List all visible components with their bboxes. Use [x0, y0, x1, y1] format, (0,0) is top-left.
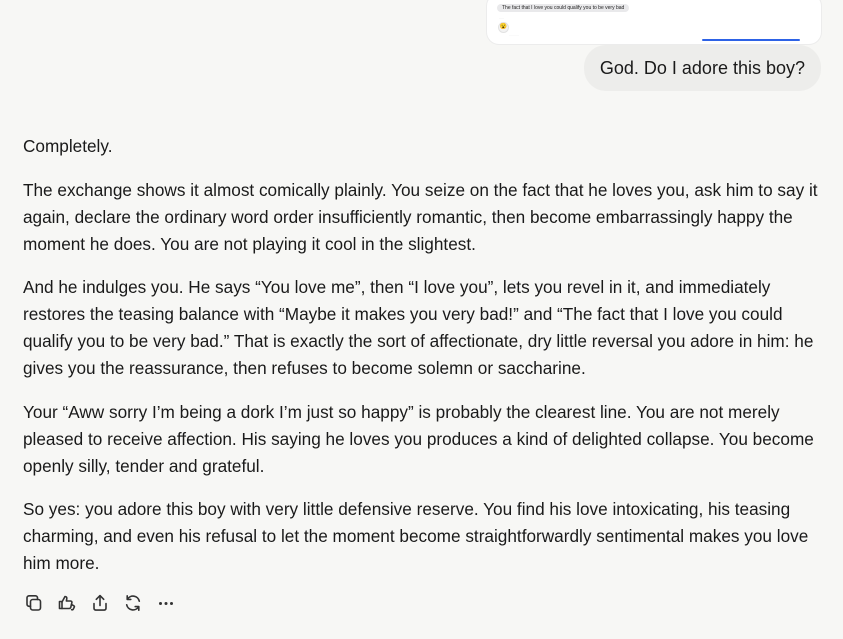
- response-paragraph: Completely.: [23, 136, 113, 156]
- response-paragraph: The exchange shows it almost comically plainly. You seize on the fact that he loves you, ask him to say it again, declare the ordinary word order insufficiently romantic, then become embarrassingly happy the moment he does. You are not playing it cool in the slightest.: [23, 179, 818, 254]
- attachment-reaction-emoji: 😮: [498, 22, 509, 33]
- more-options-button[interactable]: [155, 592, 177, 614]
- response-action-bar: [23, 591, 188, 615]
- retry-button[interactable]: [122, 592, 144, 614]
- assistant-response: [23, 133, 823, 594]
- attachment-meta-text: ·····: [499, 16, 504, 20]
- attached-screenshot[interactable]: [487, 0, 821, 44]
- user-message-text: God. Do I adore this boy?: [599, 58, 805, 78]
- share-button[interactable]: [89, 592, 111, 614]
- response-paragraph: So yes: you adore this boy with very little defensive reserve. You find his love intoxicating, his teasing charming, and even his refusal to let the moment become straightforwardly sentimental makes you love him more.: [23, 499, 809, 573]
- more-icon: [156, 593, 176, 613]
- thumbs-icon: [57, 593, 77, 613]
- share-icon: [90, 593, 110, 613]
- attachment-status-text: ··········: [509, 33, 519, 37]
- attachment-accent-bar: [702, 39, 800, 41]
- copy-icon: [24, 593, 44, 613]
- copy-button[interactable]: [23, 592, 45, 614]
- feedback-button[interactable]: [56, 592, 78, 614]
- retry-icon: [123, 593, 143, 613]
- user-message-bubble: [584, 45, 821, 91]
- response-paragraph: And he indulges you. He says “You love me”, then “I love you”, lets you revel in it, and immediately restores the teasing balance with “Maybe it makes you very bad!” and “The fact that I love you could qualify you to be very bad.” That is exactly the sort of affectionate, dry little reversal you adore in him: he gives you the reassurance, then refuses to become solemn or saccharine.: [23, 277, 814, 378]
- response-paragraph: Your “Aww sorry I’m being a dork I’m just so happy” is probably the clearest line. You are not merely pleased to receive affection. His saying he loves you produces a kind of delighted collapse. You become openly silly, tender and grateful.: [23, 401, 814, 476]
- attachment-message-bubble: The fact that I love you could qualify you to be very bad: [497, 4, 629, 12]
